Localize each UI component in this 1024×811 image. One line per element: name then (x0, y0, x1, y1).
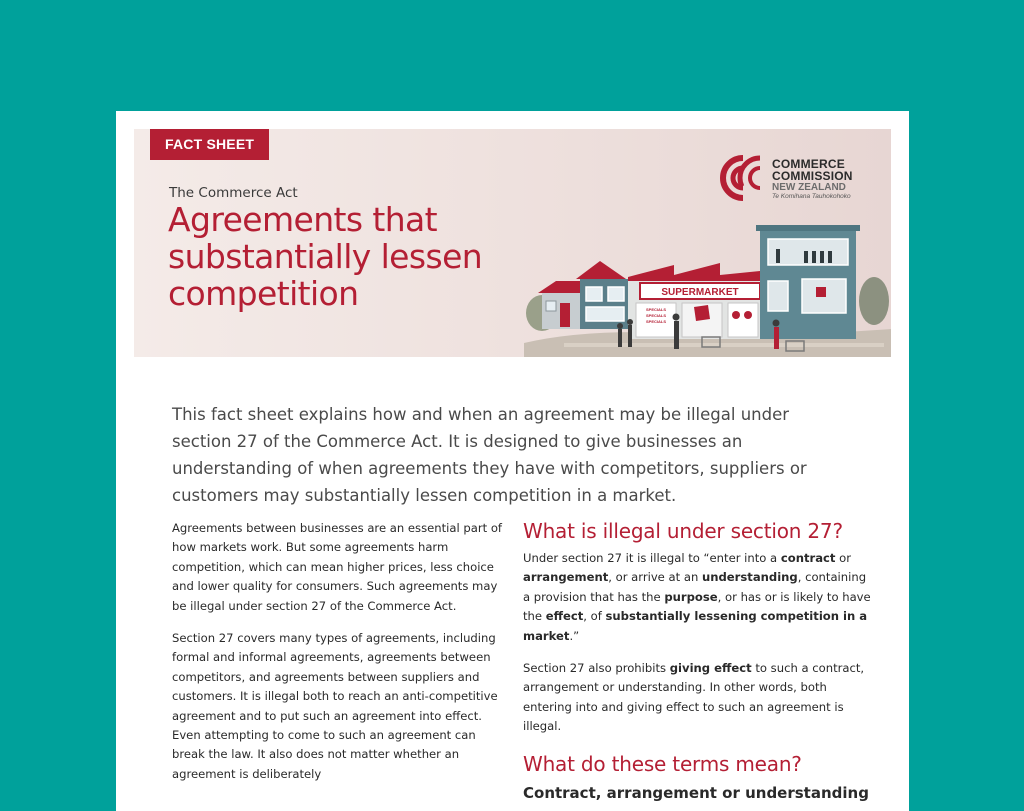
logo-line-1: COMMERCE (772, 157, 845, 171)
specials-sign-3: SPECIALS (646, 319, 667, 324)
apple-icon (732, 311, 740, 319)
heading-what-is-illegal: What is illegal under section 27? (523, 519, 843, 543)
page-title: Agreements that substantially lessen competition (168, 200, 483, 313)
logo-line-3: NEW ZEALAND (772, 182, 846, 193)
left-column (172, 519, 507, 797)
intro-paragraph: This fact sheet explains how and when an agreement may be illegal under section 27 of the Commerce Act. It is designed to give businesses an understanding of when agreements they have with competitors, suppliers or customers may substantially lessen competition in a market. (172, 405, 807, 505)
body-paragraph-1: Agreements between businesses are an essential part of how markets work. But some agreements harm competition, which can mean higher prices, less choice and lower quality for consumers. Such agreements may be illegal under section 27 of the Commerce Act. (172, 521, 503, 613)
body-paragraph-2: Section 27 covers many types of agreements, including formal and informal agreements, agreements between competitors, and agreements between suppliers and customers. It is illegal both to reach an anti-competitive agreement and to put such an agreement into effect. Even attempting to come to such an agreement can break the law. It also does not matter whether an agreement is deliberately (172, 631, 498, 781)
sale-tag-icon (694, 305, 710, 321)
heading-terms-meaning: What do these terms mean? (523, 751, 802, 776)
specials-sign-1: SPECIALS (646, 307, 667, 312)
specials-sign-2: SPECIALS (646, 313, 667, 318)
supermarket-sign: SUPERMARKET (661, 287, 739, 298)
apple-icon (744, 311, 752, 319)
logo-line-4: Te Komihana Tauhokohoko (772, 193, 851, 200)
logo-line-2: COMMISSION (772, 169, 853, 183)
section27-paragraph: Under section 27 it is illegal to “enter into a contract or arrangement, or arrive at an understanding, containing a provision that has the purpose, or has or is likely to have the effect, of substantially lessening competition in a market.” (523, 551, 871, 643)
fact-sheet-page (116, 111, 909, 811)
shopping-street-illustration (524, 225, 891, 357)
logo-mark-icon (720, 155, 770, 201)
giving-effect-paragraph: Section 27 also prohibits giving effect to such a contract, arrangement or understanding. In other words, both entering into and giving effect to such an agreement is illegal. (523, 661, 865, 734)
heading-contract-arrangement: Contract, arrangement or understanding (523, 783, 869, 802)
header-banner (134, 129, 891, 357)
fact-sheet-tag: FACT SHEET (150, 129, 269, 160)
logo-wordmark (772, 158, 853, 201)
right-column (523, 517, 873, 804)
commerce-commission-logo (720, 155, 880, 203)
subtitle: The Commerce Act (169, 185, 298, 201)
tree-icon (859, 277, 889, 325)
